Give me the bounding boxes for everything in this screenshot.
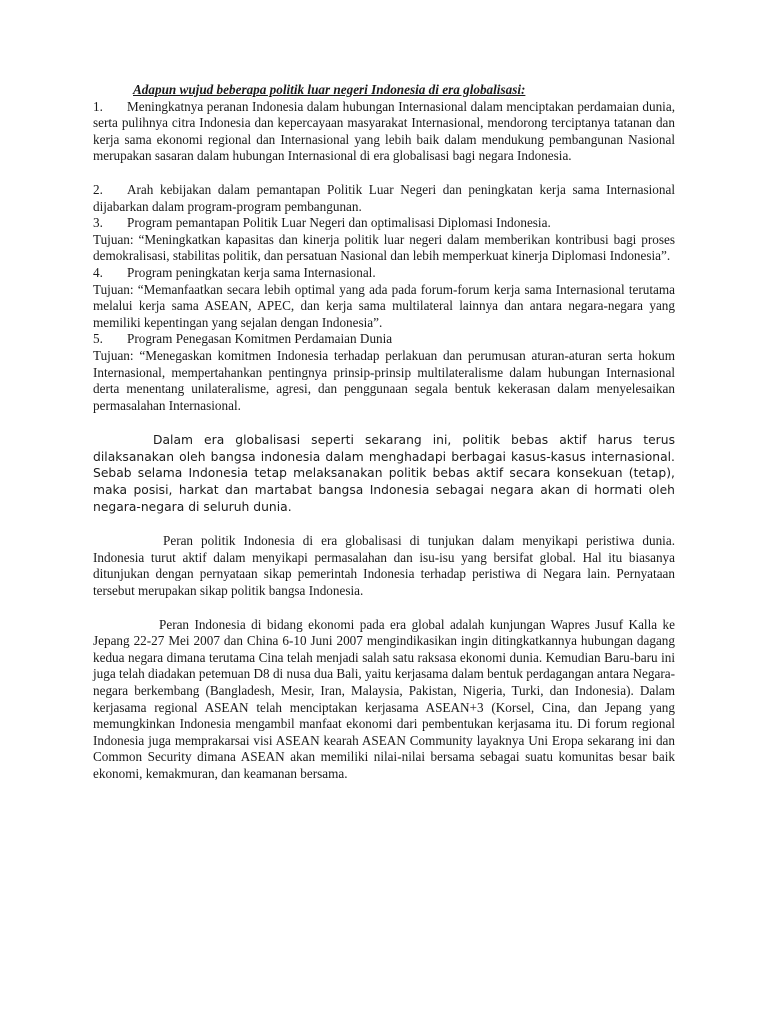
paragraph-peran-ekonomi: Peran Indonesia di bidang ekonomi pada era global adalah kunjungan Wapres Jusuf Kalla ke Jepang 22-27 Mei 2007 dan China 6-10 Juni 2007 mengindikasikan ingin ditingkatkannya hubungan dagang kedua negara dimana terutama Cina telah menjadi salah satu raksasa ekonomi dunia. Kemudian Baru-baru ini juga telah diadakan petemuan D8 di nusa dua Bali, yaitu kerjasama dalam bentuk perdagangan antara Negara-negara berkembang (Bangladesh, Mesir, Iran, Malaysia, Pakistan, Nigeria, Turki, dan Indonesia). Dalam kerjasama regional ASEAN telah menciptakan kerjasama ASEAN+3 (Korsel, Cina, dan Jepang yang memungkinkan Indonesia mengambil manfaat ekonomi dari pembentukan kerjasama itu. Di forum regional Indonesia juga memprakarsai visi ASEAN kearah ASEAN Community layaknya Uni Eropa sekarang ini dan Common Security dimana ASEAN akan memiliki nilai-nilai bersama sebagai suatu komunitas besar baik ekonomi, kemakmuran, dan keamanan bersama. <box>93 616 675 781</box>
list-item-text: Arah kebijakan dalam pemantapan Politik Luar Negeri dan peningkatan kerja sama Internasional dijabarkan dalam program-program pembangunan. <box>93 181 675 214</box>
list-item-text: Meningkatnya peranan Indonesia dalam hubungan Internasional dalam menciptakan perdamaian dunia, serta pulihnya citra Indonesia dan kepercayaan masyarakat Internasional, mendorong terciptanya tatanan dan kerja sama ekonomi regional dan Internasional yang lebih baik dalam mendukung pembangunan Nasional merupakan sasaran dalam hubungan Internasional di era globalisasi bagi negara Indonesia. <box>93 98 675 164</box>
list-number: 5. <box>93 331 103 347</box>
paragraph-peran-politik: Peran politik Indonesia di era globalisasi di tunjukan dalam menyikapi peristiwa dunia. Indonesia turut aktif dalam menyikapi permasalahan dan isu-isu yang bersifat global. Hal itu biasanya ditunjukan dengan pernyataan sikap pemerintah Indonesia terhadap peristiwa di Negara lain. Pernyataan tersebut merupakan sikap politik bangsa Indonesia. <box>93 533 675 599</box>
list-item-1 <box>93 99 675 165</box>
paragraph-politik-bebas-aktif: Dalam era globalisasi seperti sekarang ini, politik bebas aktif harus terus dilaksanakan oleh bangsa indonesia dalam menghadapi berbagai kasus-kasus internasional. Sebab selama Indonesia tetap melaksanakan politik bebas aktif secara konsekuan (tetap), maka posisi, harkat dan martabat bangsa Indonesia sebagai negara akan di hormati oleh negara-negara di seluruh dunia. <box>93 433 675 514</box>
goal-paragraph-3: Tujuan: “Meningkatkan kapasitas dan kinerja politik luar negeri dalam memberikan kontribusi bagi proses demokralisasi, stabilitas politik, dan persatuan Nasional dan lebih memperkuat kinerja Diplomasi Indonesia”. <box>93 231 675 264</box>
spacer <box>93 515 675 533</box>
list-item-text: Program pemantapan Politik Luar Negeri dan optimalisasi Diplomasi Indonesia. <box>127 215 551 231</box>
goal-paragraph-4: Tujuan: “Memanfaatkan secara lebih optimal yang ada pada forum-forum kerja sama Internasional terutama melalui kerja sama ASEAN, APEC, dan kerja sama multilateral lainnya dan antara negara-negara yang memiliki kepentingan yang sejalan dengan Indonesia”. <box>93 281 675 330</box>
list-number: 4. <box>93 264 103 280</box>
list-number: 2. <box>93 181 103 197</box>
document-body <box>93 82 675 783</box>
spacer <box>93 600 675 617</box>
list-item-text: Program peningkatan kerja sama Internasional. <box>127 264 376 280</box>
list-item-4 <box>93 265 675 282</box>
spacer <box>93 414 675 432</box>
list-item-3 <box>93 215 675 232</box>
spacer <box>93 165 675 182</box>
list-number: 3. <box>93 215 103 231</box>
list-item-2 <box>93 182 675 215</box>
list-item-text: Program Penegasan Komitmen Perdamaian Dunia <box>127 331 393 347</box>
list-item-5 <box>93 331 675 348</box>
goal-paragraph-5: Tujuan: “Menegaskan komitmen Indonesia terhadap perlakuan dan perumusan aturan-aturan serta hokum Internasional, mempertahankan pentingnya prinsip-prinsip multilateralisme dalam hubungan Internasional derta menentang unilateralisme, agresi, dan penggunaan segala bentuk kekerasan dalam menyelesaikan permasalahan Internasional. <box>93 347 675 413</box>
list-number: 1. <box>93 98 103 114</box>
document-title: Adapun wujud beberapa politik luar negeri Indonesia di era globalisasi: <box>133 82 526 97</box>
